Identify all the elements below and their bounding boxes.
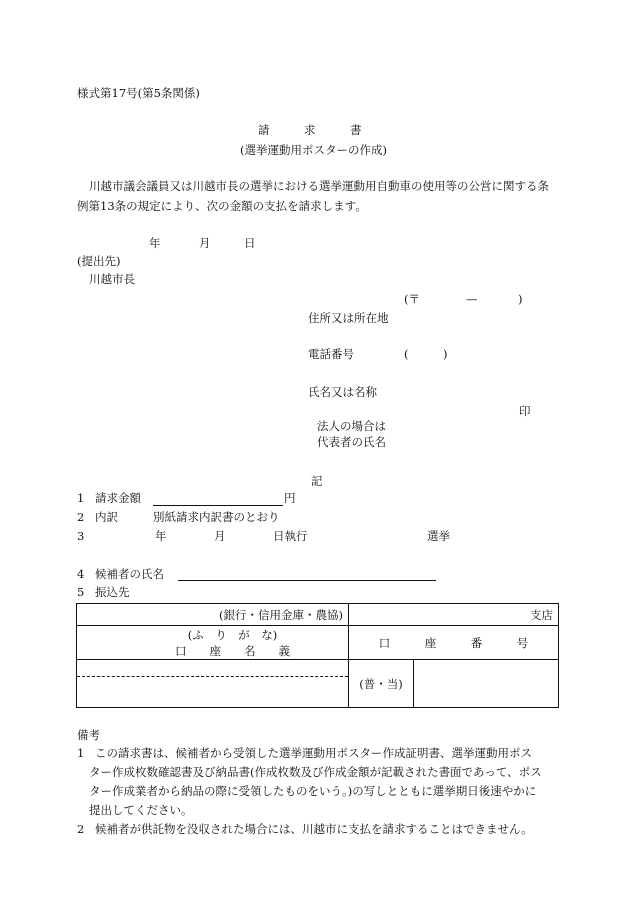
document-subtitle: (選挙運動用ポスターの作成)	[240, 143, 387, 157]
item-1-unit: 円	[284, 491, 296, 505]
corporation-note-1: 法人の場合は	[317, 419, 386, 433]
bank-account-table	[76, 603, 559, 708]
seal-mark: 印	[519, 404, 531, 418]
account-number-header	[349, 626, 559, 660]
item-1-label: 請求金額	[95, 491, 141, 505]
item-1-number: 1	[77, 491, 85, 505]
branch-label: 支店	[530, 607, 553, 622]
corporation-note-2: 代表者の氏名	[317, 435, 386, 449]
item-2-label: 内訳	[95, 510, 118, 524]
document-title: 請 求 書	[258, 123, 362, 137]
furigana-label: (ふ り が な)	[187, 627, 278, 642]
postal-open: (〒	[404, 292, 420, 306]
account-number-label: 口 座 番 号	[378, 635, 529, 650]
item-2-value: 別紙請求内訳書のとおり	[153, 510, 280, 524]
remark-1-line-4: 提出してください。	[89, 803, 193, 817]
account-type-label: (普・当)	[359, 676, 403, 691]
furigana-divider	[77, 676, 348, 677]
item-4-number: 4	[77, 567, 85, 581]
item-3-month: 月	[214, 529, 226, 543]
item-3-year: 年	[155, 529, 167, 543]
intro-paragraph: 川越市議会議員又は川越市長の選挙における選挙運動用自動車の使用等の公営に関する条例第13条の規定により、次の金額の支払を請求します。	[77, 179, 549, 213]
item-5-number: 5	[77, 585, 85, 599]
remark-1-line-2: ター作成枚数確認書及び納品書(作成枚数及び作成金額が記載された書面であって、ポス	[89, 765, 542, 779]
item-2-number: 2	[77, 510, 85, 524]
date-day: 日	[244, 236, 256, 250]
phone-paren: ( )	[404, 347, 448, 361]
postal-dash: —	[466, 292, 478, 306]
account-name-header	[77, 626, 349, 660]
item-3-election: 選挙	[427, 529, 450, 543]
address-label: 住所又は所在地	[308, 311, 389, 325]
item-3-number: 3	[77, 529, 85, 543]
form-number: 様式第17号(第5条関係)	[77, 86, 200, 100]
candidate-name-line[interactable]	[178, 580, 436, 581]
name-label: 氏名又は名称	[308, 385, 377, 399]
item-4-label: 候補者の氏名	[95, 567, 164, 581]
remark-2-number: 2	[77, 822, 85, 836]
remark-1-number: 1	[77, 746, 85, 760]
account-number-cell[interactable]	[414, 660, 559, 708]
account-type-cell[interactable]	[349, 660, 414, 708]
amount-field-line[interactable]	[153, 505, 283, 506]
date-year: 年	[149, 236, 161, 250]
item-3-day: 日執行	[273, 529, 308, 543]
addressee-label: (提出先)	[77, 254, 121, 268]
account-name-cell[interactable]	[77, 660, 349, 708]
remark-1-line-1: この請求書は、候補者から受領した選挙運動用ポスター作成証明書、選挙運動用ポス	[95, 746, 532, 760]
branch-cell[interactable]	[349, 604, 559, 626]
postal-close: )	[518, 292, 523, 306]
remarks-title: 備考	[77, 728, 100, 742]
phone-label: 電話番号	[308, 347, 354, 361]
remark-1-line-3: ター作成業者から納品の際に受領したものをいう。)の写しとともに選挙期日後速やかに	[89, 784, 537, 798]
remark-2-text: 候補者が供託物を没収された場合には、川越市に支払を請求することはできません。	[95, 822, 533, 836]
account-name-label: 口 座 名 義	[175, 643, 290, 658]
addressee-name: 川越市長	[89, 272, 135, 286]
bank-types-label: (銀行・信用金庫・農協)	[219, 607, 343, 622]
bank-name-cell[interactable]	[77, 604, 349, 626]
item-5-label: 振込先	[95, 585, 130, 599]
date-month: 月	[199, 236, 211, 250]
ki-heading: 記	[311, 474, 323, 488]
